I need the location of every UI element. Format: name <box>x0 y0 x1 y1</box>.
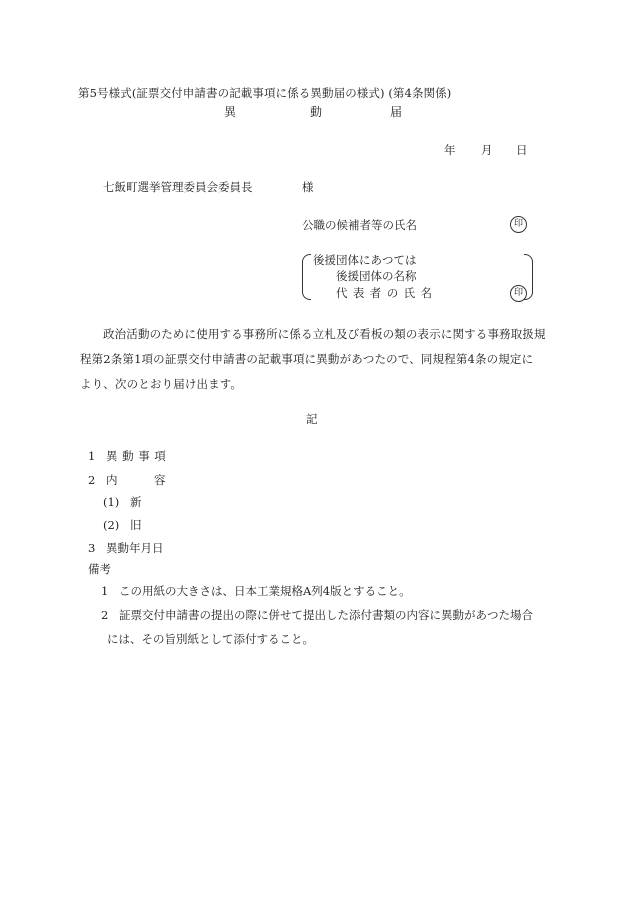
honorific: 様 <box>302 180 314 194</box>
seal-mark-icon: 印 <box>510 216 527 233</box>
body-line: 政治活動のために使用する事務所に係る立札及び看板の類の表示に関する事務取扱規 <box>103 327 546 341</box>
item-number: 2 <box>88 473 96 487</box>
sub-item-number: (1) <box>103 495 120 509</box>
sub-item-label-new: 新 <box>130 495 142 509</box>
remark-number: 1 <box>101 584 109 598</box>
item-label-content: 内 <box>106 473 118 487</box>
body-line: 程第2条第1項の証票交付申請書の記載事項に異動があつたので、同規程第4条の規定に <box>80 352 534 366</box>
support-group-intro: 後援団体にあつては <box>313 253 417 267</box>
item-number: 3 <box>88 541 96 555</box>
item-label-change-date: 異動年月日 <box>106 541 164 555</box>
seal-mark-icon: 印 <box>510 285 527 302</box>
title-char: 届 <box>390 105 403 119</box>
item-label-change-matter: 異動事項 <box>106 449 171 463</box>
sub-item-label-old: 旧 <box>130 518 142 532</box>
remark-text: 証票交付申請書の提出の際に併せて提出した添付書類の内容に異動があつた場合 <box>119 608 533 622</box>
date-month: 月 <box>481 143 493 157</box>
bracket-left <box>302 254 311 300</box>
remark-number: 2 <box>101 608 109 622</box>
ki-heading: 記 <box>306 412 318 426</box>
addressee: 七飯町選挙管理委員会委員長 <box>103 180 253 194</box>
item-number: 1 <box>88 449 96 463</box>
title-char: 動 <box>310 105 323 119</box>
representative-name-label: 代表者の氏名 <box>336 286 438 300</box>
remark-text: この用紙の大きさは、日本工業規格A列4版とすること。 <box>119 584 411 598</box>
sub-item-number: (2) <box>103 518 120 532</box>
candidate-name-label: 公職の候補者等の氏名 <box>302 218 417 232</box>
title-char: 異 <box>224 105 237 119</box>
date-year: 年 <box>444 143 456 157</box>
remarks-heading: 備考 <box>88 562 111 576</box>
date-day: 日 <box>516 143 528 157</box>
support-group-name-label: 後援団体の名称 <box>336 269 417 283</box>
remark-text: には、その旨別紙として添付すること。 <box>107 632 314 646</box>
item-label-content: 容 <box>154 473 166 487</box>
body-line: より、次のとおり届け出ます。 <box>80 377 243 391</box>
form-heading: 第5号様式(証票交付申請書の記載事項に係る異動届の様式) (第4条関係) <box>78 86 452 100</box>
